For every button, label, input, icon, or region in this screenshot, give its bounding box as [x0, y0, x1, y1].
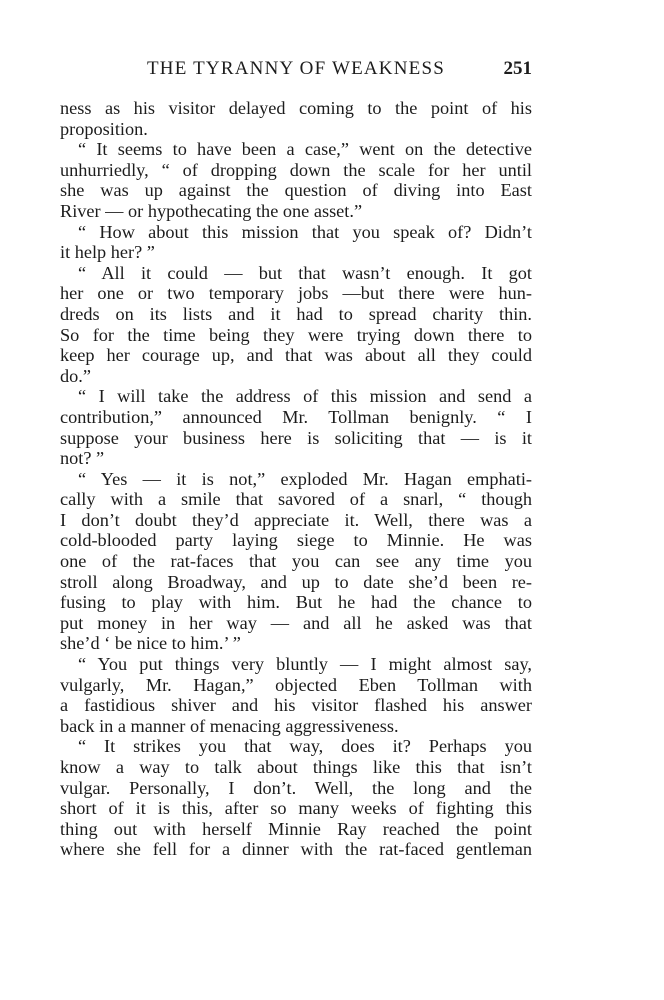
- text-line: contribution,” announced Mr. Tollman benignly. “ I: [60, 406, 532, 427]
- text-line: cold-blooded party laying siege to Minnie. He was: [60, 530, 532, 551]
- text-line: one of the rat-faces that you can see any time you: [60, 551, 532, 572]
- page-header: [60, 58, 532, 94]
- text-line: not? ”: [60, 448, 105, 469]
- text-line: So for the time being they were trying down there to: [60, 324, 532, 345]
- text-line: stroll along Broadway, and up to date she’d been re-: [60, 571, 532, 592]
- text-line: River — or hypothecating the one asset.”: [60, 200, 363, 221]
- running-title: THE TYRANNY OF WEAKNESS: [146, 58, 445, 79]
- text-line: proposition.: [60, 118, 148, 139]
- text-line: fusing to play with him. But he had the chance to: [60, 592, 532, 613]
- text-line: it help her? ”: [60, 242, 155, 263]
- book-page: [60, 58, 532, 860]
- text-line: back in a manner of menacing aggressiveness.: [60, 715, 399, 736]
- text-line: suppose your business here is soliciting that — is it: [60, 427, 532, 448]
- text-line: short of it is this, after so many weeks of fighting this: [60, 798, 532, 819]
- text-line: she was up against the question of diving into East: [60, 180, 532, 201]
- text-line: “ All it could — but that wasn’t enough. It got: [78, 262, 532, 283]
- text-line: “ You put things very bluntly — I might almost say,: [78, 654, 532, 675]
- text-line: keep her courage up, and that was about all they could: [60, 345, 532, 366]
- text-line: “ It seems to have been a case,” went on the detective: [78, 139, 532, 160]
- text-line: “ It strikes you that way, does it? Perhaps you: [78, 736, 532, 757]
- body-text: [60, 98, 532, 860]
- text-line: “ I will take the address of this mission and send a: [78, 386, 532, 407]
- text-line: her one or two temporary jobs —but there were hun-: [60, 283, 532, 304]
- text-line: where she fell for a dinner with the rat-faced gentleman: [60, 839, 532, 860]
- text-line: unhurriedly, “ of dropping down the scale for her until: [60, 159, 532, 180]
- text-line: dreds on its lists and it had to spread charity thin.: [60, 303, 532, 324]
- text-line: a fastidious shiver and his visitor flashed his answer: [60, 695, 532, 716]
- text-line: ness as his visitor delayed coming to the point of his: [60, 98, 532, 118]
- text-line: “ Yes — it is not,” exploded Mr. Hagan emphati-: [78, 468, 532, 489]
- text-line: cally with a smile that savored of a snarl, “ though: [60, 489, 532, 510]
- page-number: 251: [503, 58, 532, 79]
- text-line: know a way to talk about things like this that isn’t: [60, 757, 532, 777]
- text-line: she’d ‘ be nice to him.’ ”: [60, 633, 241, 654]
- text-line: vulgarly, Mr. Hagan,” objected Eben Tollman with: [60, 674, 532, 695]
- text-line: thing out with herself Minnie Ray reached the point: [60, 818, 532, 839]
- text-line: do.”: [60, 365, 91, 386]
- text-line: put money in her way — and all he asked was that: [60, 612, 532, 633]
- text-line: vulgar. Personally, I don’t. Well, the long and the: [60, 777, 532, 798]
- text-line: “ How about this mission that you speak of? Didn’t: [78, 221, 532, 242]
- text-line: I don’t doubt they’d appreciate it. Well, there was a: [60, 509, 532, 530]
